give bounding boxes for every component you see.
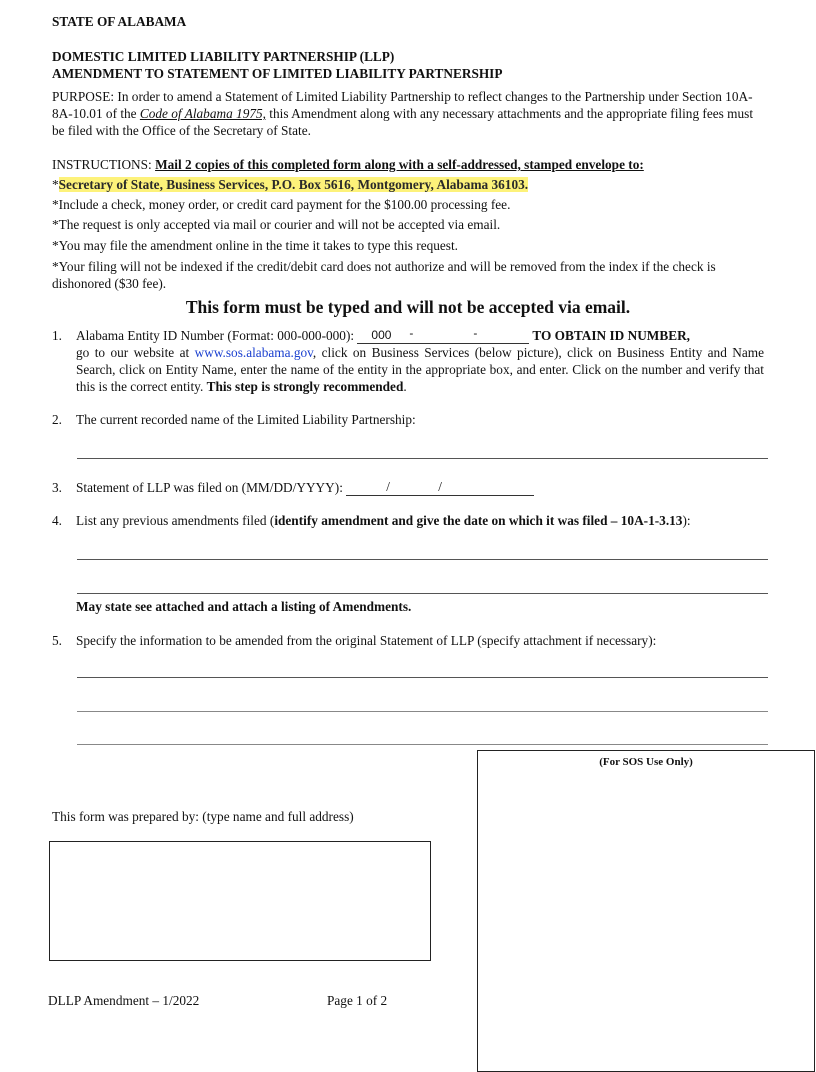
form-title-line1: DOMESTIC LIMITED LIABILITY PARTNERSHIP (LLP) <box>52 49 395 64</box>
asterisk-marker: * <box>52 197 59 212</box>
date-separator: / <box>438 479 442 494</box>
label-text: List any previous amendments filed ( <box>76 513 275 528</box>
sos-use-only-box <box>477 750 815 1072</box>
prepared-by-field[interactable] <box>49 841 431 961</box>
instructions-label: INSTRUCTIONS: <box>52 157 156 172</box>
instruction-text: Include a check, money order, or credit card payment for the $100.00 processing fee. <box>58 197 511 212</box>
mail-instructions: Mail 2 copies of this completed form along with a self-addressed, stamped envelope to: <box>155 157 644 172</box>
filed-date-field[interactable] <box>346 481 534 496</box>
entity-id-row <box>76 327 764 344</box>
purpose-suffix: this Amendment along with any necessary attachments and the appropriate filing fees must be filed with the Office of the Secretary of State. <box>52 106 754 138</box>
previous-amendments-field[interactable] <box>77 593 768 594</box>
entity-id-instructions <box>76 344 764 395</box>
sos-website-link[interactable]: www.sos.alabama.gov <box>194 345 313 360</box>
form-identifier: DLLP Amendment – 1/2022 <box>48 993 200 1008</box>
typed-notice: This form must be typed and will not be accepted via email. <box>185 297 631 317</box>
previous-amendments-label <box>76 512 764 529</box>
instruction-text: You may file the amendment online in the time it takes to type this request. <box>58 238 458 253</box>
instruction-bullet-1 <box>52 196 764 213</box>
form-title-line2: AMENDMENT TO STATEMENT OF LIMITED LIABILITY PARTNERSHIP <box>52 66 503 81</box>
asterisk-marker: * <box>52 217 59 232</box>
page-number: Page 1 of 2 <box>327 993 388 1008</box>
entity-id-separator: - <box>473 326 478 340</box>
instruction-bullet-4 <box>52 258 732 292</box>
label-text: ): <box>682 513 691 528</box>
date-separator: / <box>386 479 390 494</box>
instruction-text: , click on Business Services (below picture), click on Business Entity and Name Search, click on Entity Name, enter the name of the entity in the appropriate box, and enter. Click on the number and verify that this is the correct entity. <box>76 345 765 394</box>
filed-date-row <box>76 479 764 496</box>
instruction-text: Your filing will not be indexed if the credit/debit card does not authorize and will be removed from the index if the check is dishonored ($30 fee). <box>52 259 716 291</box>
obtain-id-heading: TO OBTAIN ID NUMBER, <box>532 328 691 343</box>
instruction-bullet-2 <box>52 216 764 233</box>
prepared-by-label: This form was prepared by: (type name and full address) <box>52 809 354 824</box>
recommend-note: This step is strongly recommended <box>206 379 404 394</box>
item-number: 2. <box>52 412 62 427</box>
asterisk-marker: * <box>52 259 59 274</box>
address-line <box>52 176 764 193</box>
amend-info-field[interactable] <box>77 744 768 745</box>
amend-info-label: Specify the information to be amended from the original Statement of LLP (specify attachment if necessary): <box>76 633 657 648</box>
entity-id-prefix: 000 <box>371 328 392 342</box>
amend-info-field[interactable] <box>77 711 768 712</box>
current-name-label: The current recorded name of the Limited Liability Partnership: <box>76 412 416 427</box>
purpose-paragraph <box>52 88 764 139</box>
previous-amendments-field[interactable] <box>77 559 768 560</box>
purpose-prefix: PURPOSE: In order to amend a Statement of Limited Liability Partnership to reflect changes to the Partnership under Section 10A-8A-10.01 of the <box>52 89 753 121</box>
instruction-text: go to our website at <box>76 345 195 360</box>
item-number: 4. <box>52 513 62 528</box>
instruction-text: The request is only accepted via mail or courier and will not be accepted via email. <box>58 217 501 232</box>
entity-id-field[interactable] <box>357 326 529 344</box>
period: . <box>403 379 407 394</box>
code-of-alabama-reference: Code of Alabama 1975, <box>139 106 266 121</box>
entity-id-separator: - <box>409 326 414 340</box>
amend-info-field[interactable] <box>77 677 768 678</box>
entity-id-label: Alabama Entity ID Number (Format: 000-000-000): <box>76 328 358 343</box>
item-number: 5. <box>52 633 62 648</box>
attach-listing-note: May state see attached and attach a listing of Amendments. <box>76 599 412 614</box>
label-emphasis: identify amendment and give the date on which it was filed – 10A-1-3.13 <box>274 513 683 528</box>
item-number: 3. <box>52 480 62 495</box>
asterisk-marker: * <box>52 177 59 192</box>
filed-date-label: Statement of LLP was filed on (MM/DD/YYYY): <box>76 480 347 495</box>
instructions-line <box>52 156 764 173</box>
instruction-bullet-3 <box>52 237 764 254</box>
mailing-address: Secretary of State, Business Services, P.O. Box 5616, Montgomery, Alabama 36103. <box>58 177 529 192</box>
sos-use-only-label: (For SOS Use Only) <box>599 756 693 768</box>
current-name-field[interactable] <box>77 458 768 459</box>
asterisk-marker: * <box>52 238 59 253</box>
state-header: STATE OF ALABAMA <box>52 14 187 29</box>
item-number: 1. <box>52 328 62 343</box>
